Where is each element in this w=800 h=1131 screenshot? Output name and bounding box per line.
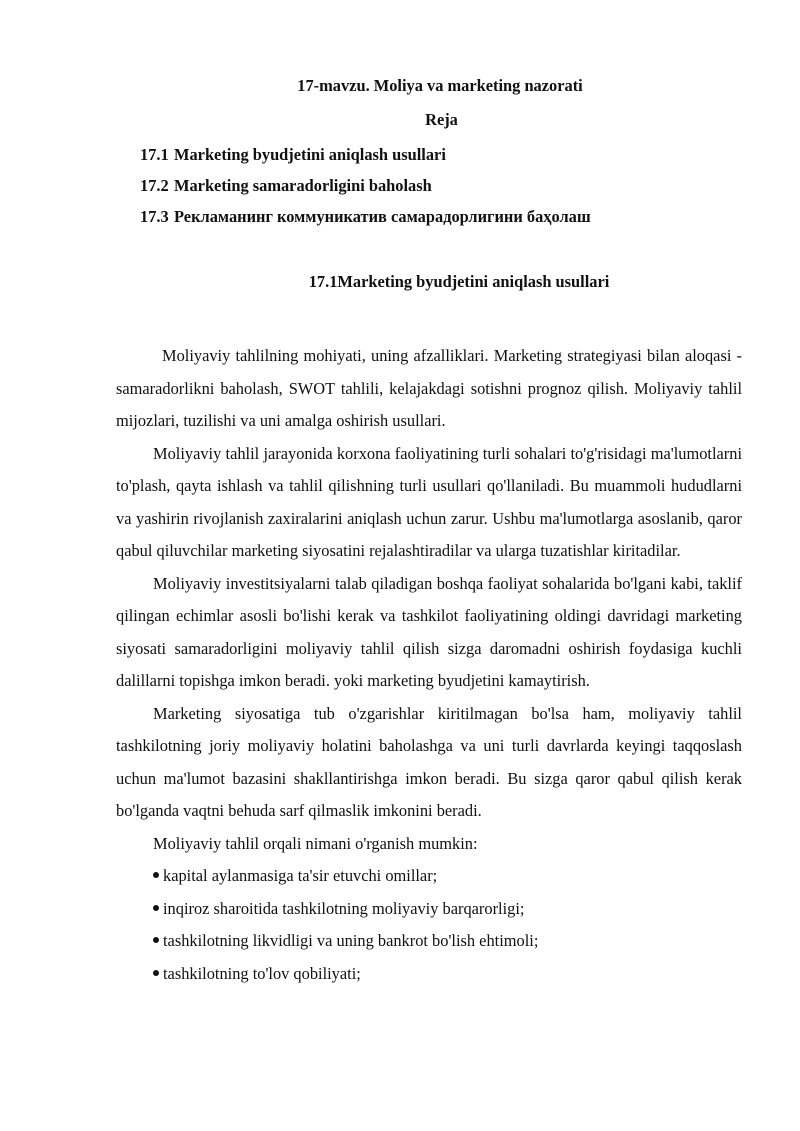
list-item (116, 925, 742, 958)
bullet-list (116, 860, 742, 990)
paragraph: Marketing siyosatiga tub o'zgarishlar kiritilmagan bo'lsa ham, moliyaviy tahlil tashkilotning joriy moliyaviy holatini baholashga va uni turli davrlarda keyingi taqqoslash uchun ma'lumot bazasini shakllantirishga imkon beradi. Bu sizga qaror qabul qilish kerak bo'lganda vaqtni behuda sarf qilmaslik imkonini beradi. (116, 703, 742, 820)
plan-heading: Reja (425, 110, 458, 129)
paragraph: Moliyaviy tahlil orqali nimani o'rganish mumkin: (153, 833, 478, 853)
list-item-text: tashkilotning to'lov qobiliyati; (163, 963, 361, 983)
paragraph: Moliyaviy tahlil jarayonida korxona faoliyatining turli sohalari to'g'risidagi ma'lumotlarni to'plash, qayta ishlash va tahlil qilishning turli usullari qo'llaniladi. Bu muammoli hududlarni va yashirin rivojlanish zaxiralarini aniqlash uchun zarur. Ushbu ma'lumotlarga asoslanib, qaror qabul qiluvchilar marketing siyosatini rejalashtiradilar va ularga tuzatishlar kiritadilar. (116, 443, 742, 560)
list-item-text: tashkilotning likvidligi va uning bankrot bo'lish ehtimoli; (163, 931, 539, 950)
document-title: 17-mavzu. Moliya va marketing nazorati (297, 76, 583, 95)
paragraph: Moliyaviy investitsiyalarni talab qiladigan boshqa faoliyat sohalarida bo'lgani kabi, taklif qilingan echimlar asosli bo'lishi kerak va tashkilot faoliyatining oldingi davridagi marketing siyosati samaradorligini moliyaviy tahlil qilish sizga daromadni oshirish foydasiga kuchli dalillarni topishga imkon beradi. yoki marketing byudjetini kamaytirish. (116, 573, 742, 690)
list-item-text: kapital aylanmasiga ta'sir etuvchi omillar; (163, 866, 438, 885)
plan-item-number: 17.3 (140, 207, 169, 226)
list-item (116, 893, 742, 926)
bullet-icon (153, 905, 159, 911)
plan-item-number: 17.2 (140, 176, 169, 195)
body-text (116, 340, 742, 990)
bullet-icon (153, 937, 159, 943)
list-item-text: inqiroz sharoitida tashkilotning moliyaviy barqarorligi; (163, 898, 525, 918)
plan-item-text: Marketing byudjetini aniqlash usullari (174, 145, 446, 164)
plan-item (140, 207, 591, 227)
plan-item-number: 17.1 (140, 145, 169, 164)
plan-item (140, 176, 432, 196)
list-item (116, 958, 742, 991)
plan-item-text: Рекламанинг коммуникатив самарадорлигини баҳолаш (174, 207, 591, 226)
bullet-icon (153, 970, 159, 976)
plan-item (140, 145, 446, 165)
paragraph: Moliyaviy tahlilning mohiyati, uning afzalliklari. Marketing strategiyasi bilan aloqasi - samaradorlikni baholash, SWOT tahlili, kelajakdagi sotishni prognoz qilish. Moliyaviy tahlil mijozlari, tuzilishi va uni amalga oshirish usullari. (116, 346, 742, 430)
list-item (116, 860, 742, 893)
bullet-icon (153, 872, 159, 878)
plan-item-text: Marketing samaradorligini baholash (174, 176, 432, 195)
section-heading: 17.1Marketing byudjetini aniqlash usullari (308, 272, 610, 291)
